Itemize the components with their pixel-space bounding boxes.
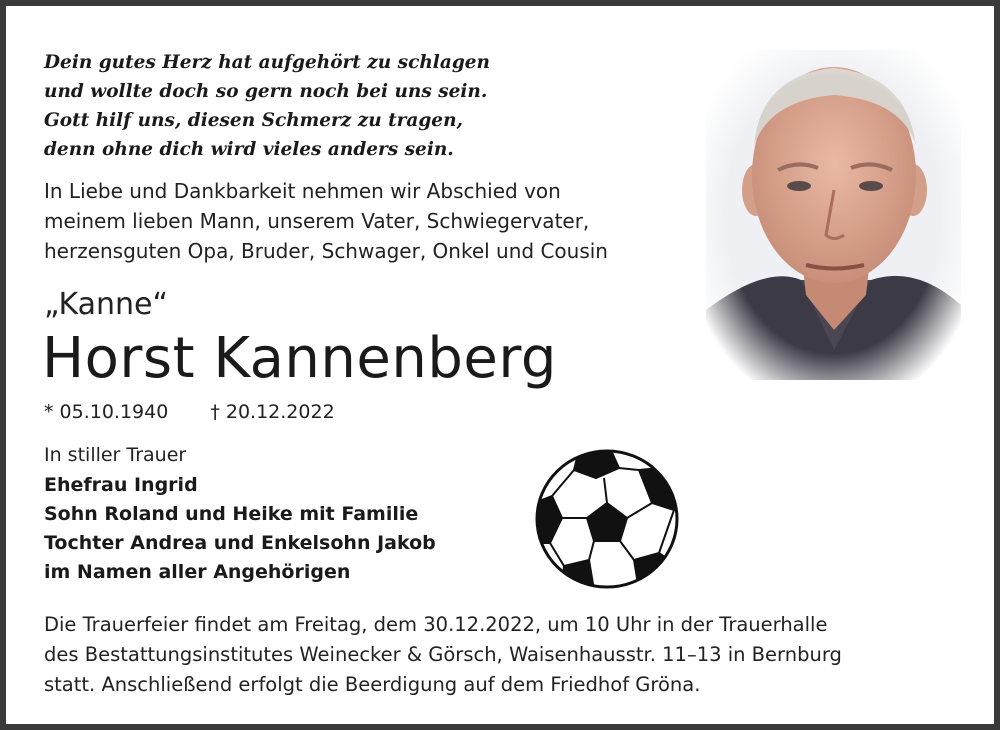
mourner-line: Ehefrau Ingrid	[44, 474, 198, 496]
intro-line: herzensguten Opa, Bruder, Schwager, Onkel und Cousin	[44, 239, 608, 263]
poem-line: denn ohne dich wird vieles anders sein.	[44, 139, 454, 160]
death-date: † 20.12.2022	[210, 401, 335, 423]
birth-date: * 05.10.1940	[44, 401, 169, 423]
intro-text	[44, 176, 608, 266]
funeral-details	[44, 610, 842, 700]
poem-line: Gott hilf uns, diesen Schmerz zu tragen,	[44, 110, 463, 131]
mourner-line: Sohn Roland und Heike mit Familie	[44, 503, 419, 525]
life-dates	[44, 401, 335, 423]
portrait-photo	[706, 50, 961, 380]
mourner-line: im Namen aller Angehörigen	[44, 561, 351, 583]
football-icon	[534, 448, 680, 590]
mourning-label: In stiller Trauer	[44, 444, 187, 466]
poem-line: Dein gutes Herz hat aufgehört zu schlagen	[44, 52, 490, 73]
mourners-list	[44, 471, 436, 587]
nickname: „Kanne“	[44, 287, 169, 322]
mourner-line: Tochter Andrea und Enkelsohn Jakob	[44, 532, 436, 554]
obituary-card	[6, 6, 994, 724]
funeral-line: statt. Anschließend erfolgt die Beerdigung auf dem Friedhof Gröna.	[44, 673, 701, 696]
funeral-line: des Bestattungsinstitutes Weinecker & Görsch, Waisenhausstr. 11–13 in Bernburg	[44, 643, 842, 666]
deceased-name: Horst Kannenberg	[42, 326, 557, 391]
intro-line: meinem lieben Mann, unserem Vater, Schwiegervater,	[44, 209, 590, 233]
poem-line: und wollte doch so gern noch bei uns sein.	[44, 81, 488, 102]
intro-line: In Liebe und Dankbarkeit nehmen wir Abschied von	[44, 179, 561, 203]
poem	[44, 48, 490, 164]
funeral-line: Die Trauerfeier findet am Freitag, dem 30.12.2022, um 10 Uhr in der Trauerhalle	[44, 613, 828, 636]
